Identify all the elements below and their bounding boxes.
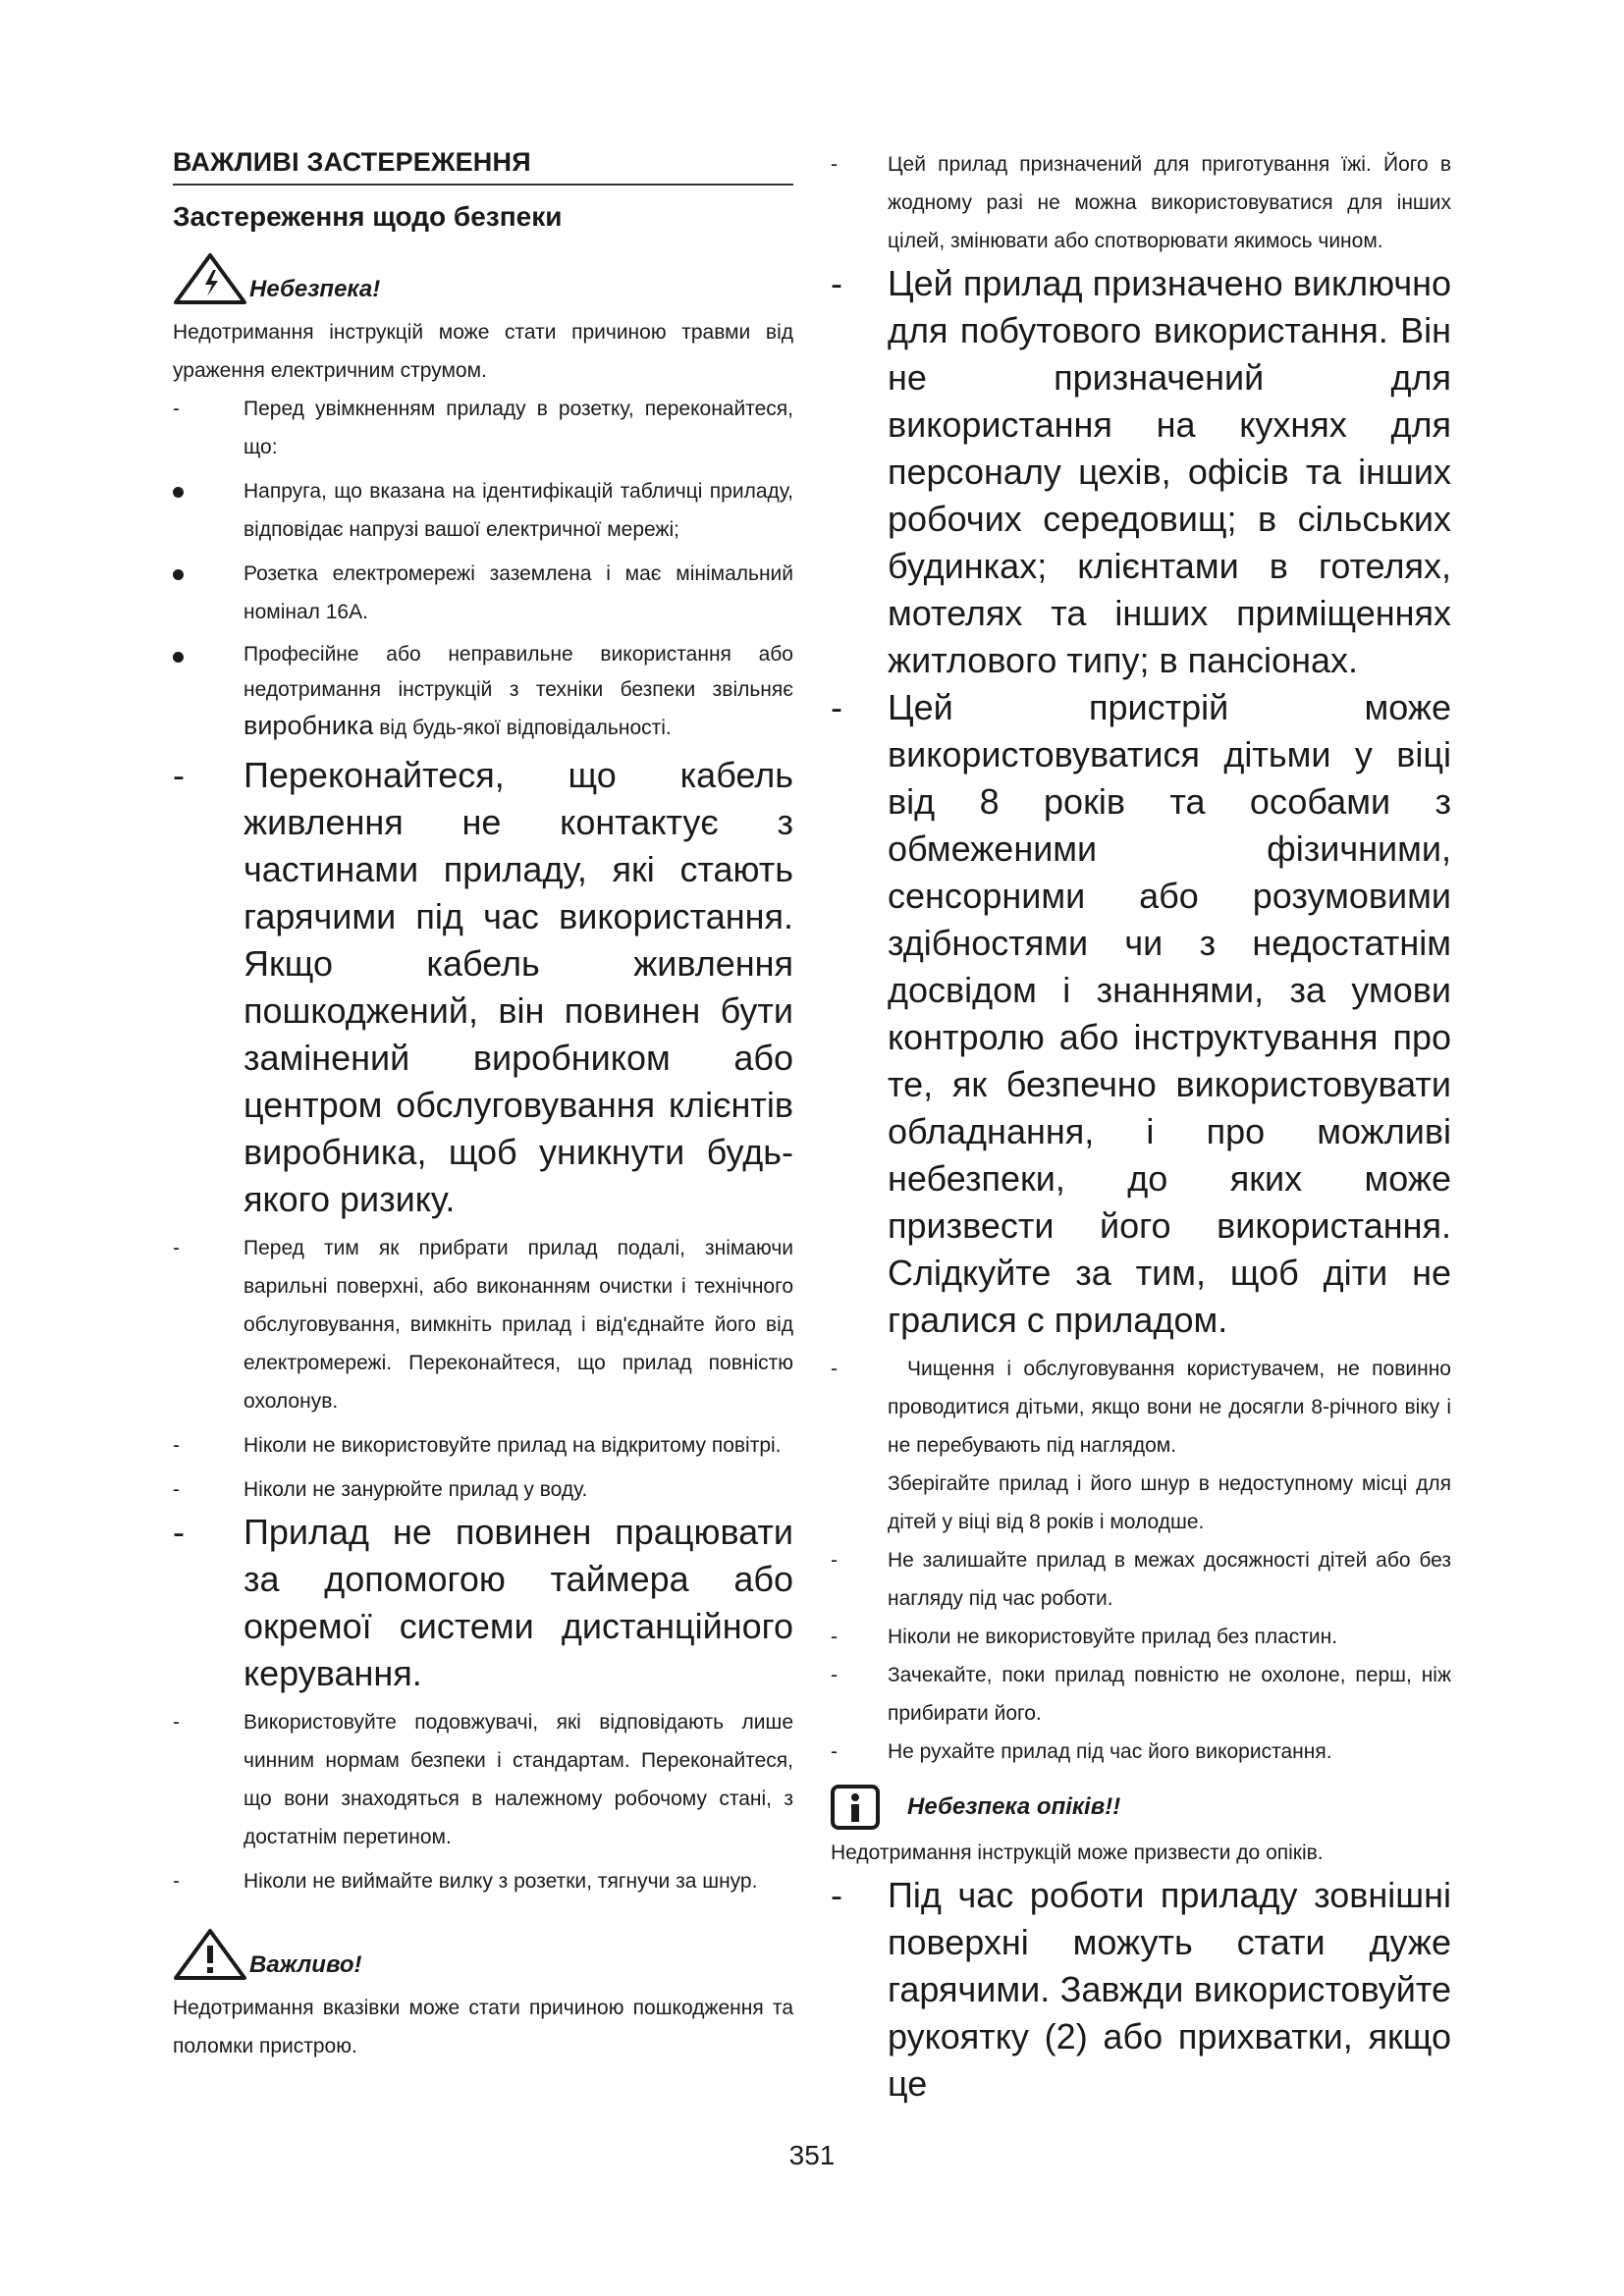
list-item xyxy=(173,1426,793,1465)
list-item xyxy=(173,1509,793,1697)
item-text: Ніколи не використовуйте прилад без пластин. xyxy=(888,1626,1338,1648)
list-item xyxy=(831,1618,1451,1656)
item-text: Зберігайте прилад і його шнур в недоступному місці для дітей у віці від 8 років і молодше. xyxy=(888,1472,1451,1533)
item-text: Розетка електромережі заземлена і має мінімальний номінал 16А. xyxy=(244,562,793,623)
bullet-dot-icon xyxy=(173,487,184,498)
danger-label: Небезпека! xyxy=(249,276,381,302)
important-label: Важливо! xyxy=(249,1951,362,1978)
item-text-emphasis: виробника xyxy=(244,711,374,740)
item-text: Чищення і обслуговування користувачем, не повинно проводитися дітьми, якщо вони не досягли 8-річного віку і не перебувають під наглядом. xyxy=(888,1358,1451,1457)
important-text: Недотримання вказівки може стати причиною пошкодження та поломки пристрою. xyxy=(173,1997,793,2057)
dash-marker: - xyxy=(831,1626,838,1648)
danger-intro: Недотримання інструкцій може стати причиною травми від ураження електричним струмом. xyxy=(173,321,793,382)
item-text xyxy=(226,637,793,746)
bullet-item xyxy=(173,472,793,549)
list-item xyxy=(831,260,1451,684)
burn-label: Небезпека опіків!! xyxy=(907,1793,1121,1820)
page-number: 351 xyxy=(788,2140,836,2170)
section-title: ВАЖЛИВІ ЗАСТЕРЕЖЕННЯ xyxy=(173,147,793,186)
item-text: Не залишайте прилад в межах досяжності дітей або без нагляду під час роботи. xyxy=(888,1549,1451,1610)
list-item xyxy=(173,1862,793,1900)
item-text: Перед увімкненням приладу в розетку, переконайтеся, що: xyxy=(244,398,793,458)
dash-marker: - xyxy=(831,1358,838,1380)
item-text: Ніколи не використовуйте прилад на відкритому повітрі. xyxy=(244,1434,782,1457)
item-text-part: Професійне або неправильне використання або недотримання інструкцій з техніки безпеки звільняє xyxy=(244,643,793,701)
list-item xyxy=(831,1872,1451,2108)
list-item xyxy=(831,1733,1451,1771)
electric-hazard-icon xyxy=(173,252,247,305)
bullet-item xyxy=(173,637,793,746)
danger-heading xyxy=(173,252,793,305)
info-icon xyxy=(831,1785,880,1830)
dash-marker: - xyxy=(831,1875,842,1915)
dash-marker: - xyxy=(831,153,838,176)
dash-marker: - xyxy=(173,398,180,420)
item-text: Зачекайте, поки прилад повністю не охолоне, перш, ніж прибирати його. xyxy=(888,1664,1451,1725)
warning-icon xyxy=(173,1928,247,1981)
item-text: Ніколи не занурюйте прилад у воду. xyxy=(244,1478,588,1501)
list-item xyxy=(831,1350,1451,1465)
dash-marker: - xyxy=(173,1870,180,1893)
dash-marker: - xyxy=(831,687,842,727)
item-text: Цей прилад призначений для приготування їжі. Його в жодному разі не можна використовуватися для інших цілей, змінювати або спотворювати якимось чином. xyxy=(888,153,1451,252)
item-text: Напруга, що вказана на ідентифікацій табличці приладу, відповідає напрузі вашої електричної мережі; xyxy=(244,480,793,541)
right-column xyxy=(831,145,1451,2108)
burn-intro: Недотримання інструкцій може призвести до опіків. xyxy=(831,1842,1324,1864)
item-text: Ніколи не виймайте вилку з розетки, тягнучи за шнур. xyxy=(244,1870,758,1893)
dash-marker: - xyxy=(831,263,842,303)
item-text-part: від будь-якої відповідальності. xyxy=(379,717,672,739)
item-text: Прилад не повинен працювати за допомогою таймера або окремої системи дистанційного керування. xyxy=(244,1512,793,1693)
dash-marker: - xyxy=(173,1434,180,1457)
list-item xyxy=(173,390,793,466)
dash-marker: - xyxy=(173,1478,180,1501)
dash-marker: - xyxy=(831,1549,838,1572)
dash-marker: - xyxy=(173,1512,185,1552)
item-text: Цей пристрій може використовуватися дітьми у віці від 8 років та особами з обмеженими фізичними, сенсорними або розумовими здібностями чи з недостатнім досвідом і знаннями, за умови контролю або інструктування про те, як безпечно використовувати обладнання, і про можливі небезпеки, до яких може призвести його використання. Слідкуйте за тим, щоб діти не гралися с приладом. xyxy=(888,687,1451,1340)
item-text: Переконайтеся, що кабель живлення не контактує з частинами приладу, які стають гарячими під час використання. Якщо кабель живлення пошкоджений, він повинен бути замінений виробником або центром обслуговування клієнтів виробника, щоб уникнути будь-якого ризику. xyxy=(244,755,793,1219)
list-item xyxy=(173,1229,793,1420)
bullet-dot-icon xyxy=(173,569,184,580)
list-item xyxy=(173,1470,793,1509)
burn-heading xyxy=(831,1785,1451,1830)
item-text: Цей прилад призначено виключно для побутового використання. Він не призначений для використання на кухнях для персоналу цехів, офісів та інших робочих середовищ; в сільських будинках; клієнтами в готелях, мотелях та інших приміщеннях житлового типу; в пансіонах. xyxy=(888,263,1451,680)
dash-marker: - xyxy=(173,755,185,795)
list-item xyxy=(831,145,1451,260)
dash-marker: - xyxy=(173,1237,180,1259)
list-item xyxy=(831,1656,1451,1733)
list-item xyxy=(831,684,1451,1344)
dash-marker: - xyxy=(831,1664,838,1686)
bullet-dot-icon xyxy=(173,652,184,663)
left-column xyxy=(173,147,793,2065)
item-text: Під час роботи приладу зовнішні поверхні можуть стати дуже гарячими. Завжди використовуйте рукоятку (2) або прихватки, якщо це xyxy=(888,1875,1451,2104)
dash-marker: - xyxy=(831,1740,838,1763)
subsection-title: Застереження щодо безпеки xyxy=(173,201,563,232)
item-text: Використовуйте подовжувачі, які відповідають лише чинним нормам безпеки і стандартам. Переконайтеся, що вони знаходяться в належному робочому стані, з достатнім перетином. xyxy=(244,1711,793,1848)
list-item xyxy=(173,752,793,1223)
dash-marker: - xyxy=(173,1711,180,1734)
bullet-item xyxy=(173,555,793,631)
item-text: Не рухайте прилад під час його використання. xyxy=(888,1740,1332,1763)
item-text: Перед тим як прибрати прилад подалі, знімаючи варильні поверхні, або виконанням очистки і технічного обслуговування, вимкніть прилад і від'єднайте його від електромережі. Переконайтеся, що прилад повністю охолонув. xyxy=(244,1237,793,1413)
list-item xyxy=(831,1541,1451,1618)
important-heading xyxy=(173,1928,793,1981)
list-item-continuation xyxy=(831,1465,1451,1541)
list-item xyxy=(173,1703,793,1856)
